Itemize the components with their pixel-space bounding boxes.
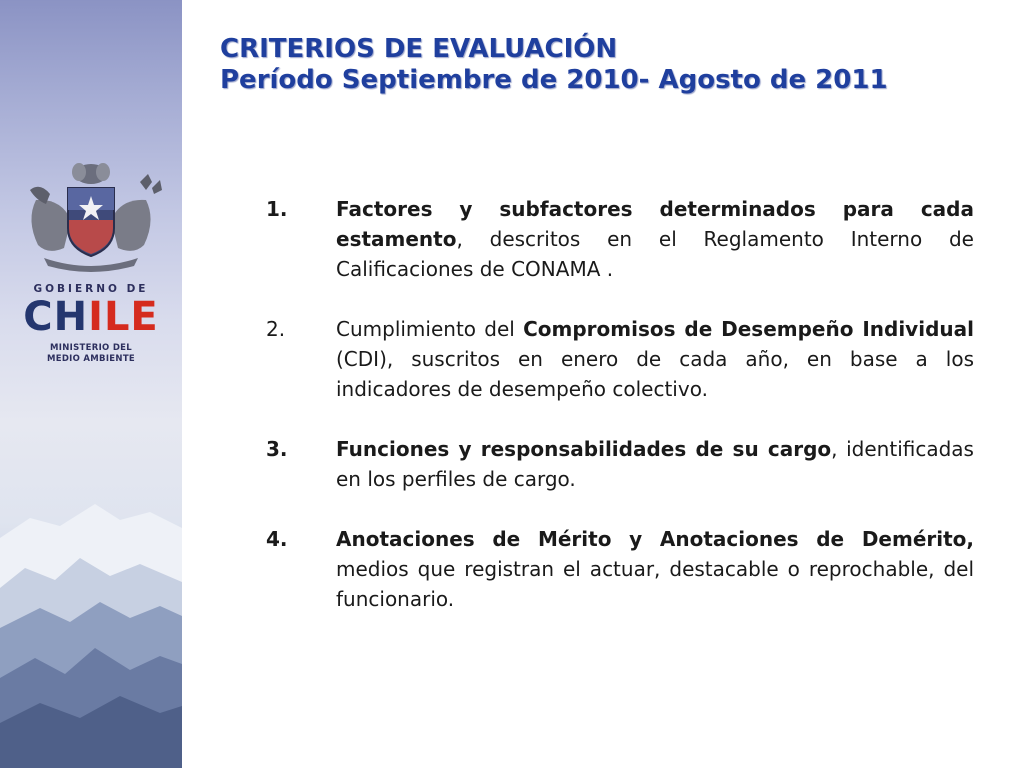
chile-wordmark: [8, 294, 174, 340]
chile-wordmark-red: ILE: [88, 294, 159, 340]
list-item-number: 3.: [266, 437, 288, 461]
list-item: [266, 314, 974, 404]
list-item-bold-text: Compromisos de Desempeño Individual: [523, 317, 974, 341]
chile-wordmark-blue: CH: [23, 294, 89, 340]
list-item-rest-text: , identificadas en los perfiles de cargo.: [336, 437, 974, 491]
slide-title: [220, 34, 1000, 96]
list-item-rest-text: (CDI), suscritos en enero de cada año, en base a los indicadores de desempeño colectivo.: [336, 347, 974, 401]
list-item-text: [336, 524, 974, 614]
title-line-2: Período Septiembre de 2010- Agosto de 2011: [220, 65, 888, 96]
criteria-list: [266, 194, 974, 644]
list-item-text: [336, 314, 974, 404]
coat-of-arms-icon: [16, 160, 166, 275]
ministry-line-2: MEDIO AMBIENTE: [46, 353, 136, 364]
list-item: [266, 434, 974, 494]
list-item: [266, 194, 974, 284]
ministry-label: [8, 343, 174, 364]
mountain-scenery: [0, 498, 182, 768]
list-item: [266, 524, 974, 614]
ministry-line-1: MINISTERIO DEL: [50, 343, 132, 353]
list-item-pre-text: Cumplimiento del: [336, 317, 524, 341]
list-item-bold-text: Anotaciones de Mérito y Anotaciones de Demérito,: [336, 527, 974, 551]
list-item-text: [336, 434, 974, 494]
list-item-text: [336, 194, 974, 284]
list-item-number: 2.: [266, 317, 286, 341]
list-item-rest-text: , descritos en el Reglamento Interno de Calificaciones de CONAMA .: [336, 227, 974, 281]
list-item-bold-text: Factores y subfactores determinados para cada estamento: [336, 197, 974, 251]
gobierno-de-label: GOBIERNO DE: [33, 283, 149, 295]
list-item-bold-text: Funciones y responsabilidades de su cargo: [336, 437, 832, 461]
side-panel: [0, 0, 182, 768]
title-line-1: CRITERIOS DE EVALUACIÓN: [220, 34, 618, 64]
list-item-number: 1.: [266, 197, 288, 221]
list-item-number: 4.: [266, 527, 288, 551]
gobierno-de-chile-logo: [8, 160, 174, 364]
list-item-rest-text: medios que registran el actuar, destacable o reprochable, del funcionario.: [336, 557, 974, 611]
